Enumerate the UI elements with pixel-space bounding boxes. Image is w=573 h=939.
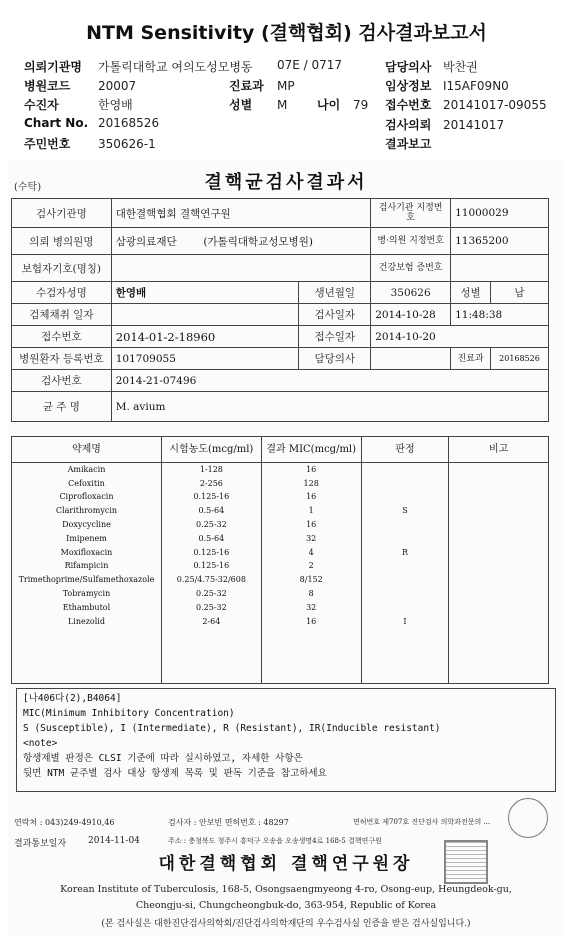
institute-name-kr: 대한결핵협회 결핵연구원장 bbox=[158, 854, 414, 874]
drug-drug-cell: Ethambutol bbox=[12, 600, 162, 614]
header-drug: 약제명 bbox=[12, 437, 162, 463]
drug-range-cell: 0.25-32 bbox=[161, 587, 261, 601]
empty-cell bbox=[261, 669, 361, 683]
drug-drug-cell: Amikacin bbox=[12, 463, 162, 477]
note-line: 항생제별 판정은 CLSI 기준에 따라 실시하였고, 자세한 사항은 bbox=[23, 753, 303, 764]
drug-range-cell: 0.125-16 bbox=[161, 545, 261, 559]
drug-mic-cell: 16 bbox=[261, 614, 361, 628]
empty-cell bbox=[12, 669, 162, 683]
drug-range-cell: 0.125-16 bbox=[161, 490, 261, 504]
header-judge: 판정 bbox=[361, 437, 449, 463]
note-line: [나406다(2),B4064] bbox=[23, 693, 122, 704]
drug-row bbox=[12, 463, 549, 477]
drug-drug-cell: Ciprofloxacin bbox=[12, 490, 162, 504]
empty-row bbox=[12, 628, 549, 642]
drug-judge-cell bbox=[361, 559, 449, 573]
drug-mic-cell: 2 bbox=[261, 559, 361, 573]
report-date: 2014-11-04 bbox=[88, 836, 140, 846]
drug-row bbox=[12, 614, 549, 628]
drug-drug-cell: Clarithromycin bbox=[12, 504, 162, 518]
empty-cell bbox=[261, 642, 361, 656]
drug-row bbox=[12, 545, 549, 559]
empty-cell bbox=[449, 628, 549, 642]
drug-judge-cell bbox=[361, 490, 449, 504]
report-header bbox=[0, 58, 573, 154]
result-report-field: 결과보고 bbox=[385, 137, 432, 151]
drug-mic-cell: 1 bbox=[261, 504, 361, 518]
drug-note-cell bbox=[449, 600, 549, 614]
drug-note-cell bbox=[449, 463, 549, 477]
drug-range-cell: 0.25/4.75-32/608 bbox=[161, 573, 261, 587]
drug-note-cell bbox=[449, 614, 549, 628]
drug-range-cell: 0.25-32 bbox=[161, 600, 261, 614]
age-field: 나이 79 bbox=[317, 98, 369, 112]
empty-cell bbox=[449, 642, 549, 656]
drug-judge-cell: R bbox=[361, 545, 449, 559]
official-seal bbox=[444, 840, 488, 884]
drug-drug-cell: Rifampicin bbox=[12, 559, 162, 573]
drug-judge-cell bbox=[361, 476, 449, 490]
contact-text: 연락처 : 043)249-4910,46 bbox=[14, 818, 115, 827]
empty-row bbox=[12, 669, 549, 683]
drug-mic-cell: 32 bbox=[261, 600, 361, 614]
drug-note-cell bbox=[449, 504, 549, 518]
drug-drug-cell: Imipenem bbox=[12, 531, 162, 545]
empty-cell bbox=[261, 628, 361, 642]
drug-note-cell bbox=[449, 559, 549, 573]
drug-row bbox=[12, 587, 549, 601]
drug-note-cell bbox=[449, 545, 549, 559]
drug-range-cell: 2-64 bbox=[161, 614, 261, 628]
drug-judge-cell bbox=[361, 531, 449, 545]
code-field: 병원코드 20007 bbox=[24, 79, 137, 93]
drug-drug-cell: Trimethoprime/Sulfamethoxazole bbox=[12, 573, 162, 587]
empty-cell bbox=[361, 656, 449, 670]
drug-drug-cell: Moxifloxacin bbox=[12, 545, 162, 559]
sex-field: 성별 M bbox=[229, 98, 288, 112]
empty-cell bbox=[161, 669, 261, 683]
header-note: 비고 bbox=[449, 437, 549, 463]
empty-cell bbox=[161, 656, 261, 670]
agency-row: 검사기관명 대한결핵협회 결핵연구원 검사기관 지정번호 11000029 bbox=[12, 199, 549, 228]
institute-address-en-2: Cheongju-si, Chungcheongbuk-do, 363-954, Republic of Korea bbox=[135, 900, 437, 911]
drug-mic-cell: 128 bbox=[261, 476, 361, 490]
drug-row bbox=[12, 559, 549, 573]
drug-mic-cell: 16 bbox=[261, 463, 361, 477]
drug-judge-cell bbox=[361, 600, 449, 614]
empty-cell bbox=[361, 642, 449, 656]
drug-drug-cell: Tobramycin bbox=[12, 587, 162, 601]
note-line: MIC(Minimum Inhibitory Concentration) bbox=[23, 708, 235, 719]
drug-range-cell: 0.25-32 bbox=[161, 518, 261, 532]
empty-cell bbox=[12, 642, 162, 656]
report-date-label: 결과통보일자 bbox=[14, 839, 67, 849]
drug-mic-cell: 8/152 bbox=[261, 573, 361, 587]
drug-judge-cell bbox=[361, 518, 449, 532]
drug-note-cell bbox=[449, 490, 549, 504]
drug-judge-cell bbox=[361, 463, 449, 477]
drug-drug-cell: Cefoxitin bbox=[12, 476, 162, 490]
empty-row bbox=[12, 656, 549, 670]
notes-box bbox=[16, 688, 556, 792]
drug-judge-cell bbox=[361, 587, 449, 601]
consignment-mark: (수탁) bbox=[14, 182, 42, 193]
approval-stamp bbox=[508, 798, 548, 838]
header-mic: 결과 MIC(mcg/ml) bbox=[261, 437, 361, 463]
susceptibility-table bbox=[11, 436, 549, 684]
registration-row: 병원환자 등록번호 101709055 담당의사 진료과 20168526 bbox=[12, 348, 549, 370]
header-range: 시험농도(mcg/ml) bbox=[161, 437, 261, 463]
drug-range-cell: 0.125-16 bbox=[161, 559, 261, 573]
drug-mic-cell: 16 bbox=[261, 518, 361, 532]
drug-row bbox=[12, 504, 549, 518]
ward-field: 07E / 0717 bbox=[277, 58, 343, 72]
drug-range-cell: 0.5-64 bbox=[161, 531, 261, 545]
drug-drug-cell: Linezolid bbox=[12, 614, 162, 628]
resident-no-field: 주민번호 350626-1 bbox=[24, 137, 156, 151]
drug-judge-cell: S bbox=[361, 504, 449, 518]
drug-mic-cell: 8 bbox=[261, 587, 361, 601]
license-text: 면허번호 제707호 진단검사 의학과전문의 ... bbox=[353, 818, 491, 826]
doctor-field: 담당의사 박찬권 bbox=[385, 60, 478, 74]
drug-row bbox=[12, 518, 549, 532]
empty-cell bbox=[12, 656, 162, 670]
insurance-row: 보험자기호(명칭) 건강보험 증번호 bbox=[12, 255, 549, 282]
organism-row: 균 주 명 M. avium bbox=[12, 392, 549, 422]
request-date-field: 검사의뢰 20141017 bbox=[385, 118, 505, 132]
drug-range-cell: 1-128 bbox=[161, 463, 261, 477]
drug-note-cell bbox=[449, 518, 549, 532]
dept-field: 진료과 MP bbox=[229, 79, 295, 93]
scanned-result-document bbox=[8, 160, 564, 935]
drug-row bbox=[12, 573, 549, 587]
drug-row bbox=[12, 531, 549, 545]
empty-cell bbox=[161, 642, 261, 656]
collector-field: 수진자 한영배 bbox=[24, 98, 133, 112]
institute-address-en-1: Korean Institute of Tuberculosis, 168-5, Osongsaengmyeong 4-ro, Osong-eup, Heungdeok-gu, bbox=[60, 884, 512, 895]
drug-note-cell bbox=[449, 531, 549, 545]
drug-note-cell bbox=[449, 476, 549, 490]
chart-no-field: Chart No. 20168526 bbox=[24, 116, 160, 130]
empty-cell bbox=[12, 628, 162, 642]
drug-drug-cell: Doxycycline bbox=[12, 518, 162, 532]
empty-cell bbox=[449, 656, 549, 670]
receipt-no-field: 접수번호 20141017-09055 bbox=[385, 98, 547, 112]
page-title: NTM Sensitivity (결핵협회) 검사결과보고서 bbox=[86, 22, 487, 44]
ast-header-row bbox=[12, 437, 549, 463]
empty-cell bbox=[361, 628, 449, 642]
exam-no-row: 검사번호 2014-21-07496 bbox=[12, 370, 549, 392]
empty-cell bbox=[449, 669, 549, 683]
drug-range-cell: 2-256 bbox=[161, 476, 261, 490]
patient-row: 수검자성명 한영배 생년월일 350626 성별 남 bbox=[12, 282, 549, 304]
empty-cell bbox=[161, 628, 261, 642]
empty-row bbox=[12, 642, 549, 656]
hospital-field: 의뢰기관명 가톨릭대학교 여의도성모병동 bbox=[24, 60, 253, 74]
address-text: 주소 : 충청북도 청주시 흥덕구 오송읍 오송생명4로 168-5 결핵연구원 bbox=[168, 837, 382, 845]
drug-row bbox=[12, 476, 549, 490]
patient-info-table bbox=[11, 198, 549, 422]
empty-cell bbox=[261, 656, 361, 670]
drug-row bbox=[12, 490, 549, 504]
specimen-row: 검체채취 일자 검사일자 2014-10-28 11:48:38 bbox=[12, 304, 549, 326]
receipt-row: 접수번호 2014-01-2-18960 접수일자 2014-10-20 bbox=[12, 326, 549, 348]
note-line: 뒷면 NTM 균주별 검사 대상 항생제 목록 및 판독 기준을 참고하세요 bbox=[23, 768, 327, 779]
drug-row bbox=[12, 600, 549, 614]
drug-judge-cell: I bbox=[361, 614, 449, 628]
drug-range-cell: 0.5-64 bbox=[161, 504, 261, 518]
clinical-field: 임상정보 I15AF09N0 bbox=[385, 79, 509, 93]
empty-cell bbox=[361, 669, 449, 683]
note-line: <note> bbox=[23, 738, 58, 749]
drug-mic-cell: 4 bbox=[261, 545, 361, 559]
note-line: S (Susceptible), I (Intermediate), R (Resistant), IR(Inducible resistant) bbox=[23, 723, 441, 734]
drug-mic-cell: 16 bbox=[261, 490, 361, 504]
drug-note-cell bbox=[449, 573, 549, 587]
drug-note-cell bbox=[449, 587, 549, 601]
requester-row: 의뢰 병의원명 삼광의료재단 (가톨릭대학교성모병원) 병·의원 지정번호 11365200 bbox=[12, 228, 549, 255]
document-title: 결핵균검사결과서 bbox=[204, 172, 368, 193]
certification-text: (본 검사실은 대한진단검사의학회/진단검사의학재단의 우수검사실 인증을 받은 검사실입니다.) bbox=[101, 919, 471, 929]
drug-mic-cell: 32 bbox=[261, 531, 361, 545]
examiner-text: 검사자 : 안보빈 면허번호 : 48297 bbox=[168, 818, 289, 827]
drug-judge-cell bbox=[361, 573, 449, 587]
